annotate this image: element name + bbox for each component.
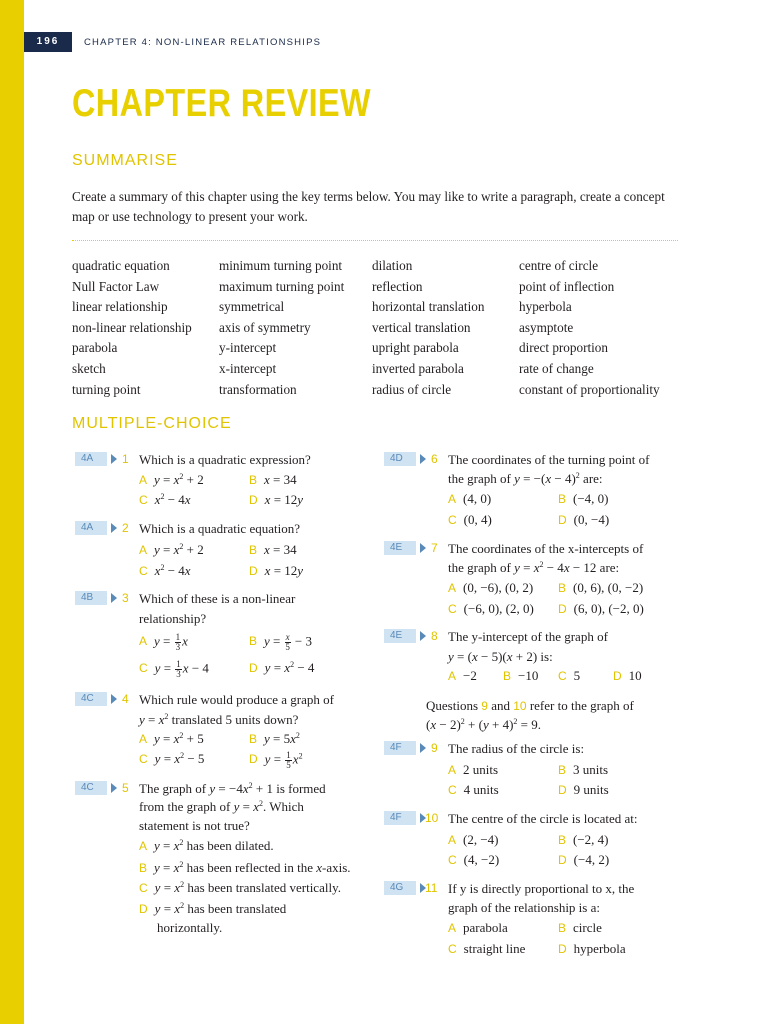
section-tag: 4A bbox=[75, 521, 107, 535]
question-number: 11 bbox=[425, 881, 438, 895]
summarise-intro: Create a summary of this chapter using the key terms below. You may like to write a paragraph, create a concept map or use technology to present your work. bbox=[72, 189, 665, 224]
key-term: vertical translation bbox=[372, 319, 471, 335]
key-term: direct proportion bbox=[519, 340, 608, 356]
key-term: horizontal translation bbox=[372, 299, 485, 315]
key-term: minimum turning point bbox=[219, 258, 343, 273]
key-term: rate of change bbox=[519, 360, 594, 376]
key-term: linear relationship bbox=[72, 299, 168, 315]
question-number: 4 bbox=[122, 692, 129, 706]
question-3-text: Which of these is a non-linear bbox=[139, 591, 296, 606]
q5-option-d-cont: horizontally. bbox=[157, 920, 223, 935]
q3-option-b: B y = $\frac{x}{5}$ − 3 bbox=[249, 632, 312, 652]
q8-option-c: C 5 bbox=[558, 668, 581, 683]
key-term: reflection bbox=[372, 278, 423, 294]
q11-option-a: A parabola bbox=[448, 920, 508, 935]
key-term: x-intercept bbox=[219, 360, 277, 376]
q5-option-d: D $y = x^2$ has been translated bbox=[139, 901, 287, 916]
question-9-text: The radius of the circle is: bbox=[448, 741, 585, 756]
question-7-text: The coordinates of the x-intercepts of bbox=[448, 541, 644, 556]
q3-option-a: A y = $\frac{1}{3}$ x bbox=[139, 632, 188, 652]
question-number: 3 bbox=[122, 591, 129, 605]
q11-option-c: C straight line bbox=[448, 941, 526, 956]
questions-9-10-note: Questions 9 and 10 refer to the graph of bbox=[426, 698, 634, 713]
key-terms-column-3 bbox=[372, 256, 484, 400]
q11-option-b: B circle bbox=[558, 920, 602, 935]
questions-9-10-note-cont: $(x - 2)^2 + (y + 4)^2 = 9$. bbox=[426, 717, 542, 732]
question-number: 9 bbox=[431, 741, 438, 755]
q2-option-a: A $y = x^2 + 2$ bbox=[139, 542, 204, 557]
question-10-text: The centre of the circle is located at: bbox=[448, 811, 638, 826]
key-term: transformation bbox=[219, 381, 297, 397]
key-term: axis of symmetry bbox=[219, 319, 311, 335]
q4-option-c: C $y = x^2 - 5$ bbox=[139, 751, 205, 766]
question-7-text-cont: the graph of $y = x^2 - 4x - 12$ are: bbox=[448, 560, 620, 575]
key-term: upright parabola bbox=[372, 340, 459, 356]
key-term: parabola bbox=[72, 340, 118, 356]
q6-option-c: C (0, 4) bbox=[448, 512, 492, 527]
section-tag: 4F bbox=[384, 741, 416, 755]
key-term: Null Factor Law bbox=[72, 278, 160, 294]
section-tag: 4E bbox=[384, 541, 416, 555]
section-tag: 4F bbox=[384, 811, 416, 825]
question-number: 2 bbox=[122, 521, 129, 535]
multiple-choice-heading: MULTIPLE-CHOICE bbox=[72, 415, 232, 432]
q3-option-c: C y = $\frac{1}{3}$ x − 4 bbox=[139, 659, 209, 679]
key-terms-column-2 bbox=[219, 256, 344, 400]
q2-option-b: B x = 34 bbox=[249, 542, 297, 557]
q8-option-a: A −2 bbox=[448, 668, 477, 683]
q2-option-c: C $x^2 - 4x$ bbox=[139, 563, 191, 578]
q6-option-b: B (−4, 0) bbox=[558, 491, 609, 506]
question-6-text-cont: the graph of $y = -(x - 4)^2$ are: bbox=[448, 471, 603, 486]
question-3-text-cont: relationship? bbox=[139, 611, 207, 626]
q9-option-a: A 2 units bbox=[448, 762, 499, 777]
q7-option-b: B (0, 6), (0, −2) bbox=[558, 580, 644, 595]
question-8-text: The y-intercept of the graph of bbox=[448, 629, 608, 644]
key-term: point of inflection bbox=[519, 278, 615, 294]
question-1-text: Which is a quadratic expression? bbox=[139, 452, 311, 467]
q2-option-d: D x = 12y bbox=[249, 563, 304, 578]
q1-option-a: A $y = x^2 + 2$ bbox=[139, 472, 204, 487]
section-tag: 4C bbox=[75, 781, 107, 795]
key-term: constant of proportionality bbox=[519, 381, 660, 397]
section-tag: 4E bbox=[384, 629, 416, 643]
q9-option-b: B 3 units bbox=[558, 762, 609, 777]
section-tag: 4C bbox=[75, 692, 107, 706]
q1-option-d: D x = 12y bbox=[249, 492, 304, 507]
question-number: 6 bbox=[431, 452, 438, 466]
question-11-text: If y is directly proportional to x, the bbox=[448, 881, 635, 896]
question-5-text: The graph of $y = -4x^2 + 1$ is formed bbox=[139, 781, 326, 796]
page-number: 196 bbox=[24, 32, 72, 52]
question-6-text: The coordinates of the turning point of bbox=[448, 452, 650, 467]
question-5-text-cont: from the graph of $y = x^2$. Which bbox=[139, 799, 304, 814]
q6-option-d: D (0, −4) bbox=[558, 512, 610, 527]
section-tag: 4B bbox=[75, 591, 107, 605]
section-tag: 4D bbox=[384, 452, 416, 466]
page-title: CHAPTER REVIEW bbox=[72, 82, 371, 125]
q5-option-c: C $y = x^2$ has been translated vertically. bbox=[139, 880, 341, 895]
key-term: asymptote bbox=[519, 319, 574, 335]
q4-option-d: D y = $\frac{1}{5}$ $x^2$ bbox=[249, 750, 303, 770]
divider bbox=[72, 240, 678, 241]
question-8-text-cont: y = (x − 5)(x + 2) is: bbox=[448, 649, 553, 664]
key-term: turning point bbox=[72, 381, 141, 397]
q5-option-b: B $y = x^2$ has been reflected in the x-axis. bbox=[139, 860, 351, 875]
key-term: centre of circle bbox=[519, 258, 599, 273]
section-tag: 4G bbox=[384, 881, 416, 895]
key-term: radius of circle bbox=[372, 381, 452, 397]
section-tag: 4A bbox=[75, 452, 107, 466]
chapter-label: CHAPTER 4: NON-LINEAR RELATIONSHIPS bbox=[84, 37, 322, 48]
q7-option-c: C (−6, 0), (2, 0) bbox=[448, 601, 534, 616]
key-term: y-intercept bbox=[219, 340, 277, 356]
question-number: 5 bbox=[122, 781, 129, 795]
key-term: dilation bbox=[372, 258, 413, 273]
question-number: 7 bbox=[431, 541, 438, 555]
q11-option-d: D hyperbola bbox=[558, 941, 626, 956]
q6-option-a: A (4, 0) bbox=[448, 491, 492, 506]
q9-option-d: D 9 units bbox=[558, 782, 609, 797]
q10-option-a: A (2, −4) bbox=[448, 832, 499, 847]
key-term: non-linear relationship bbox=[72, 319, 192, 335]
q5-option-a: A $y = x^2$ has been dilated. bbox=[139, 838, 274, 853]
question-number: 1 bbox=[122, 452, 129, 466]
key-term: sketch bbox=[72, 360, 106, 376]
q1-option-b: B x = 34 bbox=[249, 472, 297, 487]
q10-option-c: C (4, −2) bbox=[448, 852, 500, 867]
yellow-margin-bar bbox=[0, 0, 24, 1024]
key-terms-column-1 bbox=[72, 256, 192, 400]
key-term: quadratic equation bbox=[72, 258, 170, 273]
q8-option-d: D 10 bbox=[613, 668, 642, 683]
q4-option-a: A $y = x^2 + 5$ bbox=[139, 731, 204, 746]
key-terms-column-4 bbox=[519, 256, 660, 400]
key-term: maximum turning point bbox=[219, 278, 345, 294]
question-number: 8 bbox=[431, 629, 438, 643]
key-term: inverted parabola bbox=[372, 360, 464, 376]
q10-option-b: B (−2, 4) bbox=[558, 832, 609, 847]
question-4-text-cont: $y = x^2$ translated 5 units down? bbox=[139, 712, 299, 727]
question-4-text: Which rule would produce a graph of bbox=[139, 692, 334, 707]
question-5-text-cont2: statement is not true? bbox=[139, 818, 250, 833]
q7-option-d: D (6, 0), (−2, 0) bbox=[558, 601, 644, 616]
key-term: hyperbola bbox=[519, 299, 572, 315]
question-2-text: Which is a quadratic equation? bbox=[139, 521, 300, 536]
q3-option-d: D $y = x^2 - 4$ bbox=[249, 660, 315, 675]
key-term: symmetrical bbox=[219, 299, 285, 315]
summarise-heading: SUMMARISE bbox=[72, 152, 178, 169]
q1-option-c: C $x^2 - 4x$ bbox=[139, 492, 191, 507]
q7-option-a: A (0, −6), (0, 2) bbox=[448, 580, 534, 595]
question-number: 10 bbox=[425, 811, 439, 825]
q9-option-c: C 4 units bbox=[448, 782, 499, 797]
q8-option-b: B −10 bbox=[503, 668, 539, 683]
q4-option-b: B $y = 5x^2$ bbox=[249, 731, 300, 746]
q10-option-d: D (−4, 2) bbox=[558, 852, 610, 867]
question-11-text-cont: graph of the relationship is a: bbox=[448, 900, 600, 915]
